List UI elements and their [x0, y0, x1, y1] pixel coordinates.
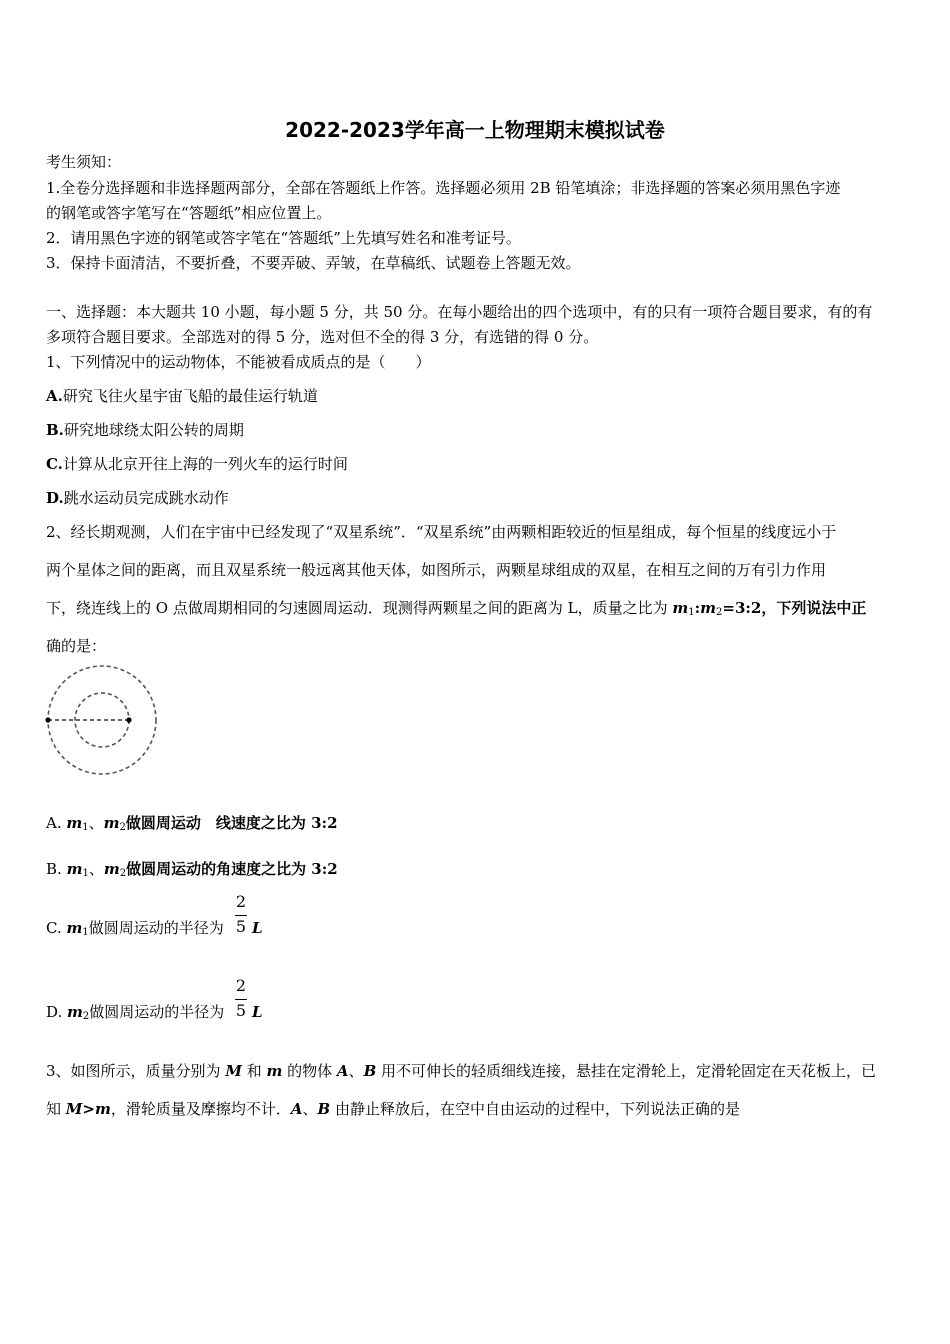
q3-l1-B: B	[363, 1062, 377, 1080]
q3-stem-line-2	[46, 1099, 908, 1119]
q2-c-sub: 1	[82, 927, 89, 938]
q3-l2-cond: M>m	[65, 1100, 111, 1118]
q1-option-d	[46, 488, 908, 508]
q2-stem-line-2: 两个星体之间的距离，而且双星系统一般远离其他天体，如图所示，两颗星球组成的双星，在相互之间的万有引力作用	[46, 561, 827, 579]
q1-option-a-label: A.	[46, 387, 63, 405]
q2-a-prefix: A.	[46, 814, 67, 832]
q2-option-c	[46, 918, 908, 943]
q2-a-sub2: 2	[119, 822, 126, 833]
q2-option-a	[46, 813, 908, 838]
q1-stem: 1、下列情况中的运动物体，不能被看成质点的是（ ）	[46, 353, 431, 371]
q3-l1-M: M	[225, 1062, 242, 1080]
q3-l2-d: 由静止释放后，在空中自由运动的过程中，下列说法正确的是	[330, 1100, 740, 1118]
q2-l3-text-b: =3:2，下列说法中正	[722, 599, 867, 617]
q2-c-denominator: 5	[235, 917, 247, 936]
q2-b-sep: 、	[88, 860, 104, 878]
star-m2-dot	[126, 717, 131, 722]
binary-star-diagram	[40, 662, 164, 780]
q2-d-m: m	[67, 1003, 83, 1021]
q2-d-sub: 2	[82, 1011, 90, 1022]
q2-d-text: 做圆周运动的半径为	[89, 1003, 225, 1021]
q2-d-L: L	[252, 1003, 263, 1021]
q3-l1-c: 的物体	[282, 1062, 337, 1080]
q3-l2-A: A	[290, 1100, 303, 1118]
q2-l3-m1: m	[672, 599, 689, 617]
q2-option-d	[46, 1002, 908, 1027]
star-m1-dot	[45, 717, 50, 722]
notice-heading: 考生须知：	[46, 153, 122, 171]
q1-option-b	[46, 420, 908, 440]
q3-l1-a: 3、如图所示，质量分别为	[46, 1062, 226, 1080]
q1-option-b-text: 研究地球绕太阳公转的周期	[63, 421, 244, 439]
q2-c-prefix: C.	[46, 919, 67, 937]
q1-option-b-label: B.	[46, 421, 64, 439]
notice-line-1b: 的钢笔或答字笔写在“答题纸”相应位置上。	[46, 204, 332, 222]
q2-option-b	[46, 859, 908, 884]
page-title: 2022-2023学年高一上物理期末模拟试卷	[285, 118, 665, 142]
q2-d-fraction-bar	[235, 999, 247, 1000]
q2-l3-sub1: 1	[688, 607, 695, 618]
q3-stem-line-1	[46, 1061, 908, 1081]
q2-a-sub1: 1	[82, 822, 89, 833]
q1-option-a	[46, 386, 908, 406]
q2-stem-line-1: 2、经长期观测，人们在宇宙中已经发现了“双星系统”．“双星系统”由两颗相距较近的恒星组成，每个恒星的线度远小于	[46, 523, 837, 541]
q2-b-m1: m	[66, 860, 83, 878]
q2-b-text: 做圆周运动的角速度之比为 3:2	[126, 860, 338, 878]
q2-c-text: 做圆周运动的半径为	[88, 919, 224, 937]
q2-a-m1: m	[66, 814, 83, 832]
q1-option-c	[46, 454, 908, 474]
q2-b-sub2: 2	[119, 868, 127, 879]
q3-l1-e: 用不可伸长的轻质细线连接，悬挂在定滑轮上，定滑轮固定在天花板上，已	[376, 1062, 877, 1080]
q1-option-c-text: 计算从北京开往上海的一列火车的运行时间	[62, 455, 348, 473]
q2-d-prefix: D.	[46, 1003, 68, 1021]
notice-line-1a: 1.全卷分选择题和非选择题两部分，全部在答题纸上作答。选择题必须用 2B 铅笔填涂；非选择题的答案必须用黑色字迹	[46, 179, 841, 197]
q3-l2-B: B	[317, 1100, 331, 1118]
q2-l3-colon: :	[694, 599, 701, 617]
section1-line-2: 多项符合题目要求。全部选对的得 5 分，选对但不全的得 3 分，有选错的得 0 分。	[46, 328, 599, 346]
q2-a-text: 做圆周运动 线速度之比为 3:2	[125, 814, 338, 832]
q2-d-denominator: 5	[235, 1001, 247, 1020]
q2-l3-text-a: 下，绕连线上的 O 点做周期相同的匀速圆周运动．现测得两颗星之间的距离为 L，质量之比为	[46, 599, 673, 617]
notice-line-2: 2．请用黑色字迹的钢笔或答字笔在“答题纸”上先填写姓名和准考证号。	[46, 229, 521, 247]
q3-l1-A: A	[336, 1062, 349, 1080]
q2-a-sep: 、	[88, 814, 104, 832]
q2-stem-line-3	[46, 598, 908, 623]
q1-option-d-label: D.	[46, 489, 64, 507]
q1-option-c-label: C.	[46, 455, 63, 473]
q3-l1-b: 和	[241, 1062, 267, 1080]
q2-l3-sub2: 2	[716, 607, 723, 618]
q2-c-fraction-bar	[235, 915, 247, 916]
q2-c-m: m	[66, 919, 83, 937]
q2-b-prefix: B.	[46, 860, 67, 878]
q2-c-numerator: 2	[235, 892, 247, 911]
q3-l2-a: 知	[46, 1100, 66, 1118]
q3-l2-c: 、	[302, 1100, 318, 1118]
section1-line-1: 一、选择题：本大题共 10 小题，每小题 5 分，共 50 分。在每小题给出的四个选项中，有的只有一项符合题目要求，有的有	[46, 303, 873, 321]
q1-option-a-text: 研究飞往火星宇宙飞船的最佳运行轨道	[62, 387, 318, 405]
q2-b-m2: m	[103, 860, 120, 878]
q3-l1-m: m	[266, 1062, 283, 1080]
q2-a-m2: m	[103, 814, 120, 832]
q2-c-L: L	[252, 919, 263, 937]
q2-stem-line-4: 确的是：	[46, 637, 107, 655]
q2-l3-m2: m	[700, 599, 717, 617]
notice-line-3: 3．保持卡面清洁，不要折叠，不要弄破、弄皱，在草稿纸、试题卷上答题无效。	[46, 254, 581, 272]
q2-d-numerator: 2	[235, 976, 247, 995]
q3-l1-d: 、	[348, 1062, 364, 1080]
q2-b-sub1: 1	[82, 868, 89, 879]
q1-option-d-text: 跳水运动员完成跳水动作	[63, 489, 229, 507]
q3-l2-b: ，滑轮质量及摩擦均不计．	[110, 1100, 291, 1118]
